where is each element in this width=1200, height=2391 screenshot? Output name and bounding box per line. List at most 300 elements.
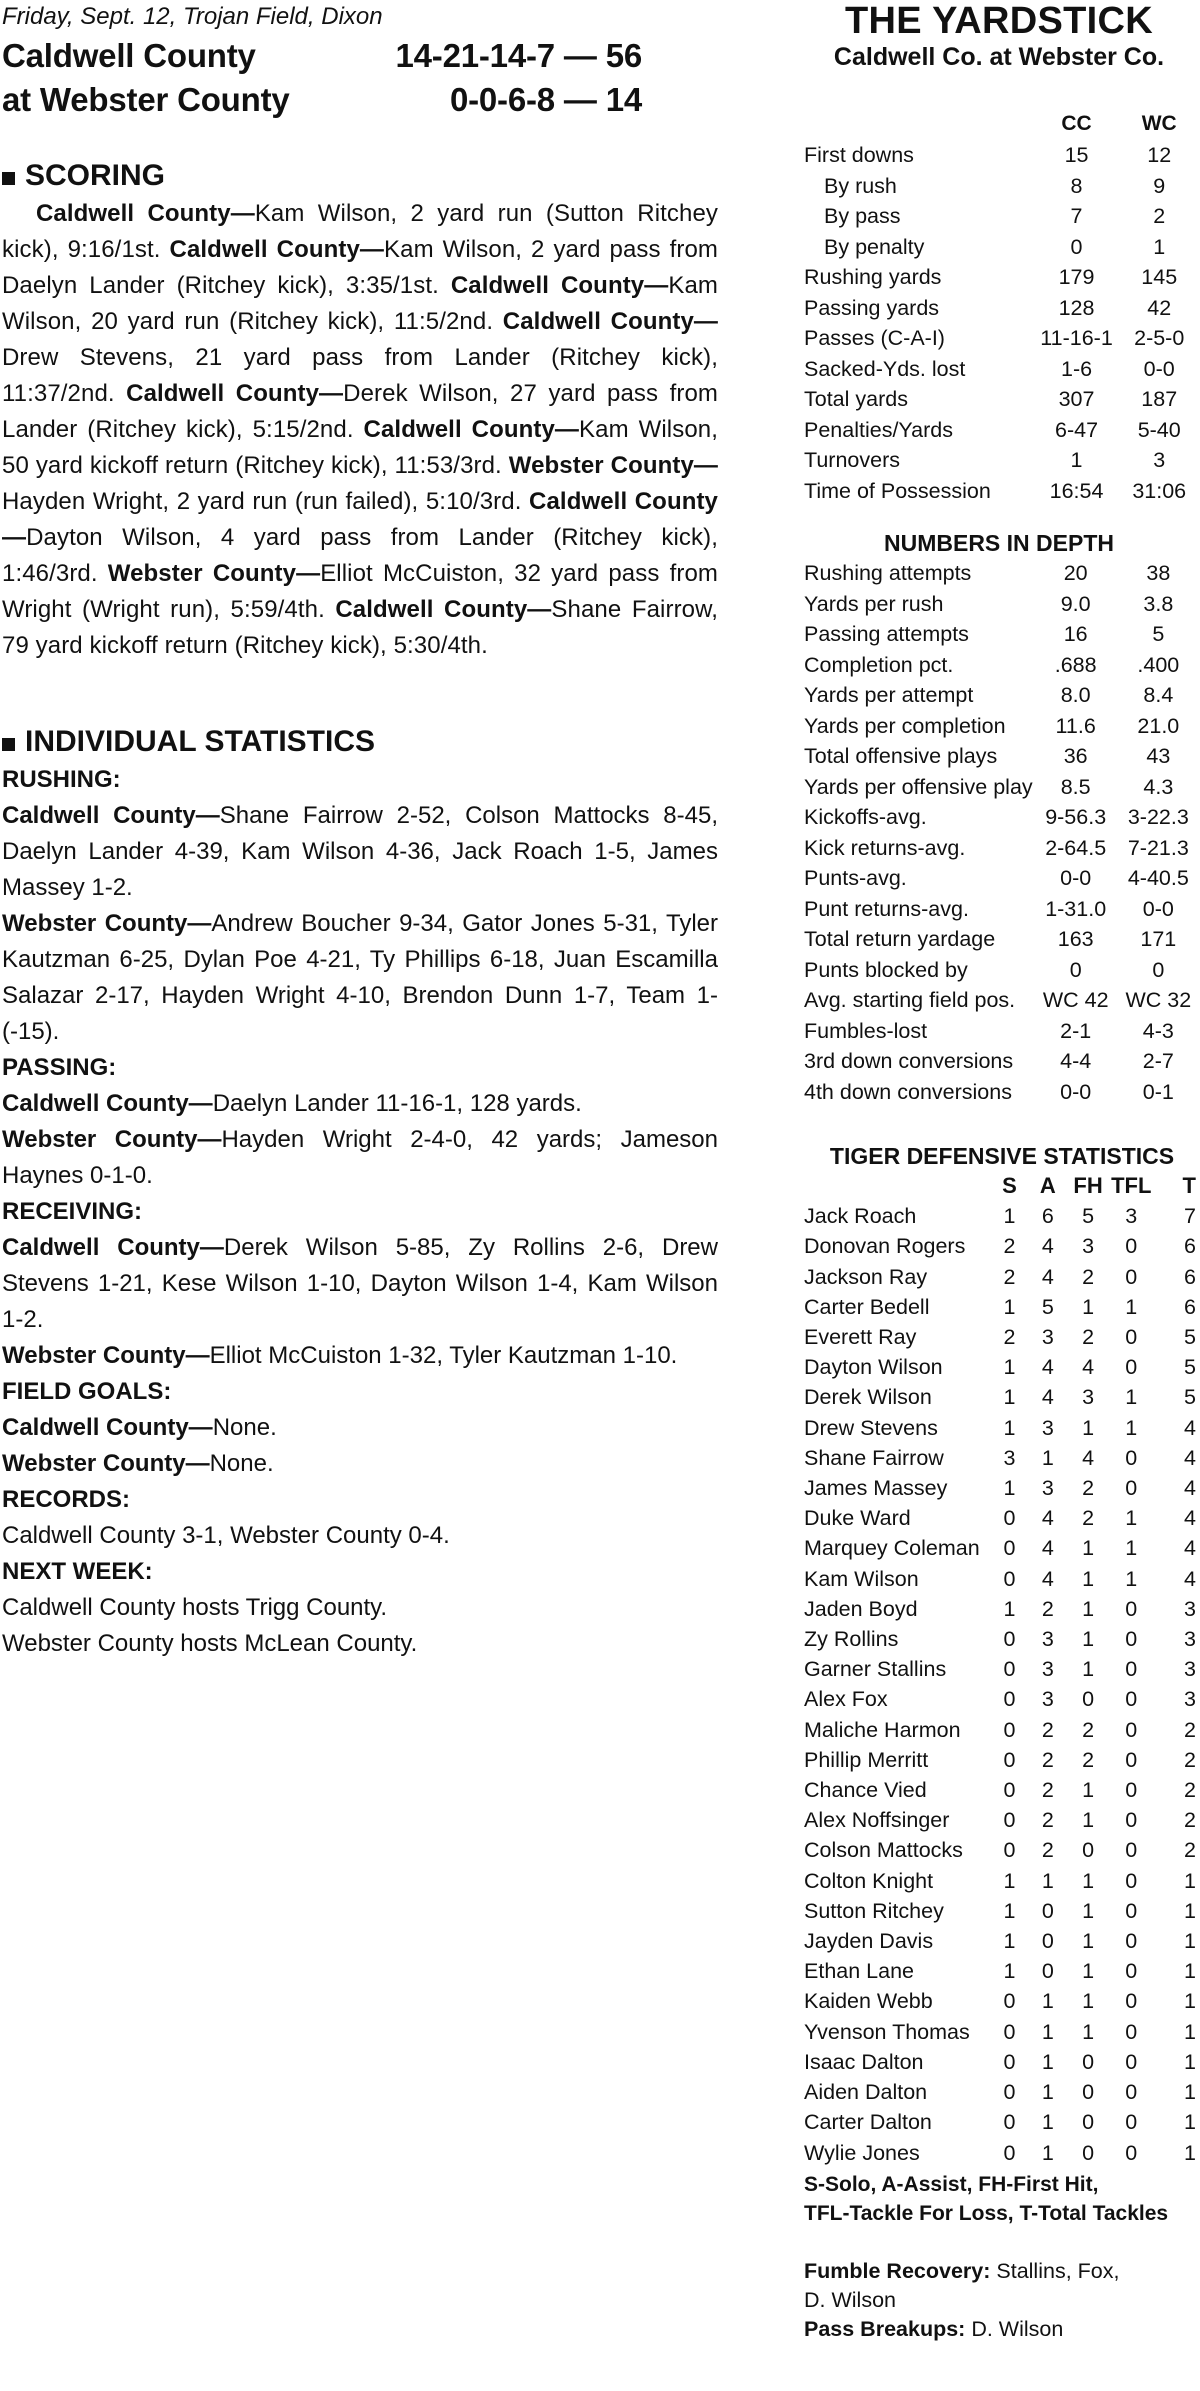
defense-player-row: [800, 1443, 1198, 1473]
first-hits: 1: [1082, 1294, 1095, 1319]
total-tackles: 4: [1184, 1415, 1196, 1440]
total-tackles: 1: [1184, 2049, 1196, 2074]
individual-stats-title: INDIVIDUAL STATISTICS: [25, 725, 376, 758]
stat-value-wc: 3.8: [1143, 591, 1174, 616]
first-hits: 1: [1082, 1989, 1095, 2014]
stat-value-wc: 187: [1141, 387, 1178, 411]
defense-legend: [800, 2170, 1198, 2228]
quarter-scores: [342, 78, 642, 122]
solo-tackles: 1: [1003, 1355, 1016, 1380]
receiving-caldwell: [2, 1230, 718, 1338]
solo-tackles: 0: [1003, 1808, 1016, 1833]
assisted-tackles: 3: [1041, 1476, 1054, 1501]
pass-breakups-label: Pass Breakups:: [804, 2316, 966, 2341]
assisted-tackles: 1: [1041, 2049, 1054, 2074]
yardstick-row: [800, 262, 1198, 293]
column-header-total: T: [1182, 1173, 1196, 1198]
assisted-tackles: 4: [1041, 1355, 1054, 1380]
pass-breakups-text: D. Wilson: [965, 2316, 1064, 2341]
first-hits: 0: [1082, 2110, 1095, 2135]
first-hits: 1: [1082, 1657, 1095, 1682]
assisted-tackles: 4: [1041, 1536, 1054, 1561]
stat-value-wc: 31:06: [1132, 478, 1187, 503]
stat-value-cc: 8.0: [1060, 683, 1091, 707]
linescore: [2, 34, 718, 122]
player-name: Yvenson Thomas: [804, 2019, 970, 2044]
player-name: Alex Noffsinger: [804, 1808, 950, 1833]
solo-tackles: 0: [1003, 1627, 1016, 1652]
tackles-for-loss: 0: [1125, 2140, 1138, 2165]
assisted-tackles: 2: [1041, 1717, 1054, 1742]
assisted-tackles: 4: [1041, 1234, 1054, 1259]
total-tackles: 3: [1184, 1657, 1196, 1682]
assisted-tackles: 1: [1041, 1989, 1054, 2014]
team-label: Caldwell County—: [2, 1090, 213, 1117]
defense-player-row: [800, 1382, 1198, 1412]
tackles-for-loss: 0: [1125, 1959, 1138, 1984]
stat-value-wc: 145: [1141, 265, 1178, 289]
defense-rows: [800, 1201, 1198, 2168]
defensive-stats-title: TIGER DEFENSIVE STATISTICS: [829, 1143, 1175, 1169]
passing-webster: [2, 1122, 718, 1194]
stat-value-cc: 2-1: [1060, 1018, 1092, 1043]
stat-value-wc: 4-3: [1142, 1018, 1174, 1043]
first-hits: 1: [1082, 1627, 1095, 1652]
player-name: Duke Ward: [804, 1506, 911, 1531]
defense-player-row: [800, 1473, 1198, 1503]
yardstick-row: [800, 293, 1198, 324]
defense-player-row: [800, 1201, 1198, 1231]
tackles-for-loss: 0: [1125, 1838, 1138, 1863]
total-tackles: 2: [1184, 1838, 1196, 1863]
pass-breakups: [804, 2315, 1134, 2344]
solo-tackles: 1: [1003, 1868, 1016, 1893]
stat-label: Punts blocked by: [804, 957, 968, 982]
assisted-tackles: 3: [1041, 1627, 1054, 1652]
yardstick-row: [800, 201, 1198, 232]
column-header-assist: A: [1039, 1173, 1056, 1198]
game-story-column: [2, 0, 718, 1662]
depth-row: [800, 833, 1198, 864]
scoring-team: Webster County—: [107, 560, 321, 587]
first-hits: 1: [1082, 1415, 1095, 1440]
first-hits: 1: [1082, 1566, 1095, 1591]
final-score: 14: [605, 81, 642, 118]
tackles-for-loss: 0: [1125, 1687, 1138, 1712]
total-tackles: 1: [1184, 1929, 1196, 1954]
total-tackles: 5: [1184, 1385, 1196, 1410]
yardstick-row: [800, 354, 1198, 385]
first-hits: 1: [1082, 1778, 1095, 1803]
team-label: Caldwell County—: [2, 1414, 213, 1441]
receiving-webster: [2, 1338, 718, 1374]
assisted-tackles: 5: [1041, 1294, 1054, 1319]
stat-value-wc: 38: [1146, 561, 1171, 585]
defense-player-row: [800, 2017, 1198, 2047]
stat-value-cc: 1-31.0: [1045, 896, 1107, 921]
scoring-title: SCORING: [25, 159, 166, 192]
stat-value-cc: .688: [1054, 652, 1097, 677]
stat-value-cc: 16: [1063, 622, 1088, 646]
depth-row: [800, 680, 1198, 711]
field-goals-label: FIELD GOALS:: [2, 1378, 172, 1405]
tackles-for-loss: 0: [1125, 1627, 1138, 1652]
depth-row: [800, 589, 1198, 620]
total-tackles: 1: [1184, 1959, 1196, 1984]
total-tackles: 4: [1184, 1506, 1196, 1531]
assisted-tackles: 4: [1041, 1264, 1054, 1289]
legend-line: TFL-Tackle For Loss, T-Total Tackles: [804, 2201, 1169, 2225]
quarters-value: 0-0-6-8: [449, 81, 555, 118]
assisted-tackles: 3: [1041, 1415, 1054, 1440]
stat-value-cc: 0: [1070, 234, 1083, 259]
passing-caldwell: [2, 1086, 718, 1122]
stat-label: By rush: [824, 173, 897, 198]
solo-tackles: 0: [1003, 1989, 1016, 2014]
stat-label: Yards per attempt: [804, 683, 974, 707]
scoring-team: Caldwell County—: [502, 308, 718, 335]
team-label: Webster County—: [2, 1126, 222, 1153]
stat-label: First downs: [804, 143, 914, 167]
solo-tackles: 3: [1003, 1445, 1016, 1470]
depth-row: [800, 894, 1198, 925]
stat-value-wc: 2: [1153, 204, 1166, 228]
yardstick-column: [800, 0, 1198, 2344]
stat-text: None.: [209, 1450, 274, 1477]
solo-tackles: 0: [1003, 2110, 1016, 2135]
stat-text: Shane Fairrow 2-52, Colson Mattocks 8-45, Daelyn Lander 4-39, Kam Wilson 4-36, Jack Roach 1-5, James Massey 1-2.: [2, 802, 718, 901]
stat-value-cc: 7: [1070, 204, 1083, 228]
defense-player-row: [800, 1715, 1198, 1745]
tackles-for-loss: 0: [1125, 1596, 1138, 1621]
stat-value-cc: 6-47: [1055, 417, 1099, 442]
defense-player-row: [800, 1594, 1198, 1624]
stat-value-wc: 9: [1153, 173, 1166, 198]
first-hits: 0: [1082, 1687, 1095, 1712]
player-name: Kaiden Webb: [804, 1989, 933, 2014]
scoring-play: Kam Wilson, 2 yard pass from Daelyn Lander (Ritchey kick), 3:35/1st.: [2, 236, 719, 299]
tackles-for-loss: 0: [1125, 1778, 1138, 1803]
quarters-value: 14-21-14-7: [395, 37, 555, 74]
stat-value-cc: 163: [1057, 927, 1094, 951]
dateline: Friday, Sept. 12, Trojan Field, Dixon: [2, 3, 383, 30]
stat-value-wc: 21.0: [1137, 713, 1180, 738]
stat-value-cc: 0-0: [1060, 866, 1092, 890]
defense-player-row: [800, 1413, 1198, 1443]
player-name: Phillip Merritt: [804, 1747, 929, 1772]
scoring-team: Caldwell County—: [450, 272, 669, 299]
yardstick-row: [800, 323, 1198, 354]
tackles-for-loss: 3: [1125, 1204, 1138, 1229]
defense-player-row: [800, 1352, 1198, 1382]
assisted-tackles: 0: [1041, 1959, 1054, 1984]
column-header-wc: WC: [1141, 112, 1177, 135]
dash: —: [563, 37, 597, 74]
scoring-play: Derek Wilson, 27 yard pass from Lander (Ritchey kick), 5:15/2nd.: [2, 380, 719, 443]
stat-value-cc: 128: [1058, 295, 1095, 320]
stat-value-cc: 16:54: [1049, 478, 1104, 503]
stat-label: Total yards: [804, 387, 908, 411]
first-hits: 2: [1082, 1506, 1095, 1531]
assisted-tackles: 6: [1041, 1204, 1054, 1229]
solo-tackles: 2: [1003, 1264, 1016, 1289]
stat-label: Rushing yards: [804, 265, 942, 289]
numbers-in-depth-title: NUMBERS IN DEPTH: [883, 530, 1114, 556]
tackles-for-loss: 0: [1125, 1445, 1138, 1470]
tackles-for-loss: 0: [1125, 2110, 1138, 2135]
solo-tackles: 1: [1003, 1898, 1016, 1923]
stat-value-wc: 43: [1146, 744, 1171, 768]
receiving-label: RECEIVING:: [2, 1198, 143, 1225]
solo-tackles: 1: [1003, 1415, 1016, 1440]
stat-value-wc: .400: [1137, 652, 1180, 677]
total-tackles: 4: [1184, 1445, 1196, 1470]
tackles-for-loss: 0: [1125, 2049, 1138, 2074]
solo-tackles: 0: [1003, 2080, 1016, 2105]
defense-player-row: [800, 1956, 1198, 1986]
next-week-webster: Webster County hosts McLean County.: [2, 1630, 418, 1657]
total-tackles: 2: [1184, 1717, 1196, 1742]
column-header-cc: CC: [1061, 112, 1092, 135]
rushing-caldwell: [2, 798, 718, 906]
player-name: Alex Fox: [804, 1687, 888, 1712]
stat-label: 4th down conversions: [804, 1079, 1012, 1104]
scoring-play: Shane Fairrow, 79 yard kickoff return (Ritchey kick), 5:30/4th.: [2, 596, 718, 659]
stat-text: Daelyn Lander 11-16-1, 128 yards.: [212, 1090, 582, 1117]
yardstick-row: [800, 445, 1198, 476]
scoring-team: Caldwell County—: [169, 236, 385, 263]
stat-value-cc: 1-6: [1060, 356, 1093, 381]
scoring-play: Elliot McCuiston, 32 yard pass from Wright (Wright run), 5:59/4th.: [2, 560, 718, 623]
assisted-tackles: 4: [1041, 1566, 1054, 1591]
player-name: James Massey: [804, 1476, 948, 1501]
player-name: Jaden Boyd: [804, 1596, 918, 1621]
tackles-for-loss: 1: [1125, 1506, 1138, 1531]
depth-row: [800, 741, 1198, 772]
linescore-row-webster: [2, 78, 718, 122]
player-name: Shane Fairrow: [804, 1445, 944, 1470]
defense-player-row: [800, 1926, 1198, 1956]
stat-value-wc: 2-7: [1142, 1049, 1174, 1073]
quarter-scores: [342, 34, 642, 78]
tackles-for-loss: 0: [1125, 1355, 1138, 1380]
defense-player-row: [800, 1805, 1198, 1835]
stat-value-cc: 8: [1070, 173, 1083, 198]
depth-row: [800, 802, 1198, 833]
player-name: Carter Dalton: [804, 2110, 932, 2135]
solo-tackles: 0: [1003, 1687, 1016, 1712]
stat-value-wc: 12: [1147, 143, 1172, 167]
scoring-team: Caldwell County—: [363, 416, 580, 443]
scoring-play: Kam Wilson, 2 yard run (Sutton Ritchey kick), 9:16/1st.: [2, 200, 719, 263]
first-hits: 2: [1082, 1747, 1095, 1772]
defense-player-row: [800, 1745, 1198, 1775]
first-hits: 5: [1082, 1204, 1095, 1229]
player-name: Carter Bedell: [804, 1294, 930, 1319]
solo-tackles: 2: [1003, 1234, 1016, 1259]
player-name: Maliche Harmon: [804, 1717, 961, 1742]
player-name: Marquey Coleman: [804, 1536, 980, 1561]
stat-label: Passing attempts: [804, 622, 969, 646]
defense-player-row: [800, 1231, 1198, 1261]
stat-value-wc: 5: [1152, 622, 1165, 646]
team-name: at Webster County: [2, 81, 290, 118]
tackles-for-loss: 0: [1125, 1898, 1138, 1923]
defense-player-row: [800, 1896, 1198, 1926]
scoring-team: Caldwell County—: [335, 596, 552, 623]
player-name: Ethan Lane: [804, 1959, 914, 1984]
scoring-play: Kam Wilson, 20 yard run (Ritchey kick), 11:5/2nd.: [2, 272, 718, 335]
player-name: Garner Stallins: [804, 1657, 947, 1682]
field-goals-caldwell: [2, 1410, 718, 1446]
first-hits: 1: [1082, 1959, 1095, 1984]
tackles-for-loss: 0: [1125, 1808, 1138, 1833]
first-hits: 2: [1082, 1717, 1095, 1742]
next-week-caldwell: Caldwell County hosts Trigg County.: [2, 1594, 388, 1621]
total-tackles: 1: [1184, 2019, 1196, 2044]
stat-value-wc: 2-5-0: [1134, 326, 1185, 350]
linescore-row-caldwell: [2, 34, 718, 78]
first-hits: 3: [1082, 1385, 1095, 1410]
total-tackles: 4: [1184, 1536, 1196, 1561]
stat-value-cc: 15: [1064, 143, 1089, 167]
defense-player-row: [800, 1654, 1198, 1684]
player-name: Wylie Jones: [804, 2140, 920, 2165]
defense-player-row: [800, 1866, 1198, 1896]
depth-row: [800, 985, 1198, 1016]
field-goals-webster: [2, 1446, 718, 1482]
stat-label: Sacked-Yds. lost: [804, 356, 966, 381]
stat-value-cc: 36: [1063, 744, 1088, 768]
scoring-team: Caldwell County—: [2, 488, 719, 551]
stat-value-cc: WC 42: [1042, 988, 1109, 1012]
solo-tackles: 1: [1003, 1929, 1016, 1954]
scoring-play: Kam Wilson, 50 yard kickoff return (Ritchey kick), 11:53/3rd.: [2, 416, 718, 479]
stat-value-wc: WC 32: [1125, 988, 1192, 1012]
column-header-solo: S: [1002, 1173, 1017, 1198]
stat-value-cc: 179: [1058, 265, 1095, 289]
tackles-for-loss: 0: [1125, 1264, 1138, 1289]
stat-label: Passing yards: [804, 295, 940, 320]
depth-row: [800, 863, 1198, 894]
defense-player-row: [800, 1533, 1198, 1563]
depth-row: [800, 924, 1198, 955]
solo-tackles: 2: [1003, 1325, 1016, 1350]
first-hits: 1: [1082, 2019, 1095, 2044]
solo-tackles: 0: [1003, 2140, 1016, 2165]
player-name: Aiden Dalton: [804, 2080, 928, 2105]
rushing-webster: [2, 906, 718, 1050]
yardstick-row: [800, 232, 1198, 263]
first-hits: 3: [1082, 1234, 1095, 1259]
scoring-play: Hayden Wright, 2 yard run (run failed), 5:10/3rd.: [2, 488, 530, 515]
team-label: Webster County—: [2, 910, 212, 937]
total-tackles: 6: [1184, 1294, 1196, 1319]
stat-label: Rushing attempts: [804, 561, 972, 585]
stat-value-wc: 8.4: [1143, 683, 1174, 707]
solo-tackles: 0: [1003, 1506, 1016, 1531]
total-tackles: 2: [1184, 1747, 1196, 1772]
total-tackles: 1: [1184, 1898, 1196, 1923]
solo-tackles: 1: [1003, 1294, 1016, 1319]
player-name: Derek Wilson: [804, 1385, 932, 1410]
passing-label: PASSING:: [2, 1054, 117, 1081]
assisted-tackles: 1: [1041, 2019, 1054, 2044]
tackles-for-loss: 0: [1125, 1747, 1138, 1772]
first-hits: 0: [1082, 2080, 1095, 2105]
rushing-label: RUSHING:: [2, 766, 121, 793]
defense-player-row: [800, 2047, 1198, 2077]
first-hits: 0: [1082, 2140, 1095, 2165]
yardstick-header-row: [800, 108, 1198, 140]
stat-value-wc: 5-40: [1137, 417, 1181, 442]
tackles-for-loss: 1: [1125, 1415, 1138, 1440]
total-tackles: 1: [1184, 1989, 1196, 2014]
stat-label: Kick returns-avg.: [804, 835, 966, 860]
fumble-recovery: [804, 2257, 1134, 2315]
first-hits: 1: [1082, 1596, 1095, 1621]
yardstick-row: [800, 384, 1198, 415]
tackles-for-loss: 0: [1125, 2019, 1138, 2044]
records-text: Caldwell County 3-1, Webster County 0-4.: [2, 1522, 450, 1549]
defense-header-row: [800, 1171, 1198, 1201]
defense-player-row: [800, 1775, 1198, 1805]
depth-row: [800, 1046, 1198, 1077]
stat-value-wc: 3: [1153, 448, 1166, 472]
defense-player-row: [800, 1986, 1198, 2016]
yardstick-row: [800, 140, 1198, 171]
stat-value-wc: 42: [1147, 295, 1172, 320]
solo-tackles: 0: [1003, 1778, 1016, 1803]
assisted-tackles: 1: [1041, 2110, 1054, 2135]
team-label: Webster County—: [2, 1342, 210, 1369]
stat-text: Derek Wilson 5-85, Zy Rollins 2-6, Drew Stevens 1-21, Kese Wilson 1-10, Dayton Wilson 1-4, Kam Wilson 1-2.: [2, 1234, 718, 1333]
stat-value-wc: 0-0: [1143, 356, 1175, 381]
defense-player-row: [800, 1564, 1198, 1594]
stat-label: Avg. starting field pos.: [804, 988, 1016, 1012]
stat-label: Yards per completion: [804, 713, 1006, 738]
solo-tackles: 1: [1003, 1385, 1016, 1410]
tackles-for-loss: 0: [1125, 2080, 1138, 2105]
assisted-tackles: 2: [1041, 1808, 1054, 1833]
stat-value-wc: 3-22.3: [1127, 805, 1189, 829]
player-name: Dayton Wilson: [804, 1355, 943, 1380]
stat-value-wc: 1: [1153, 234, 1166, 259]
solo-tackles: 0: [1003, 1657, 1016, 1682]
player-name: Jackson Ray: [804, 1264, 928, 1289]
stat-label: Yards per offensive play: [804, 774, 1033, 799]
assisted-tackles: 4: [1041, 1506, 1054, 1531]
stat-label: Turnovers: [804, 448, 900, 472]
tackles-for-loss: 1: [1125, 1385, 1138, 1410]
first-hits: 1: [1082, 1898, 1095, 1923]
defense-player-row: [800, 2138, 1198, 2168]
solo-tackles: 0: [1003, 1536, 1016, 1561]
first-hits: 4: [1082, 1355, 1095, 1380]
stat-value-cc: 1: [1070, 448, 1083, 472]
total-tackles: 4: [1184, 1476, 1196, 1501]
scoring-heading: [2, 156, 718, 196]
scoring-team: Caldwell County—: [36, 200, 255, 227]
stat-text: Hayden Wright 2-4-0, 42 yards; Jameson Haynes 0-1-0.: [2, 1126, 718, 1189]
defense-notes: [800, 2257, 1134, 2344]
first-hits: 4: [1082, 1445, 1095, 1470]
team-label: Caldwell County—: [2, 1234, 224, 1261]
stat-label: Time of Possession: [804, 478, 991, 503]
square-bullet-icon: [2, 738, 15, 751]
tackles-for-loss: 0: [1125, 1717, 1138, 1742]
total-tackles: 1: [1184, 2140, 1196, 2165]
